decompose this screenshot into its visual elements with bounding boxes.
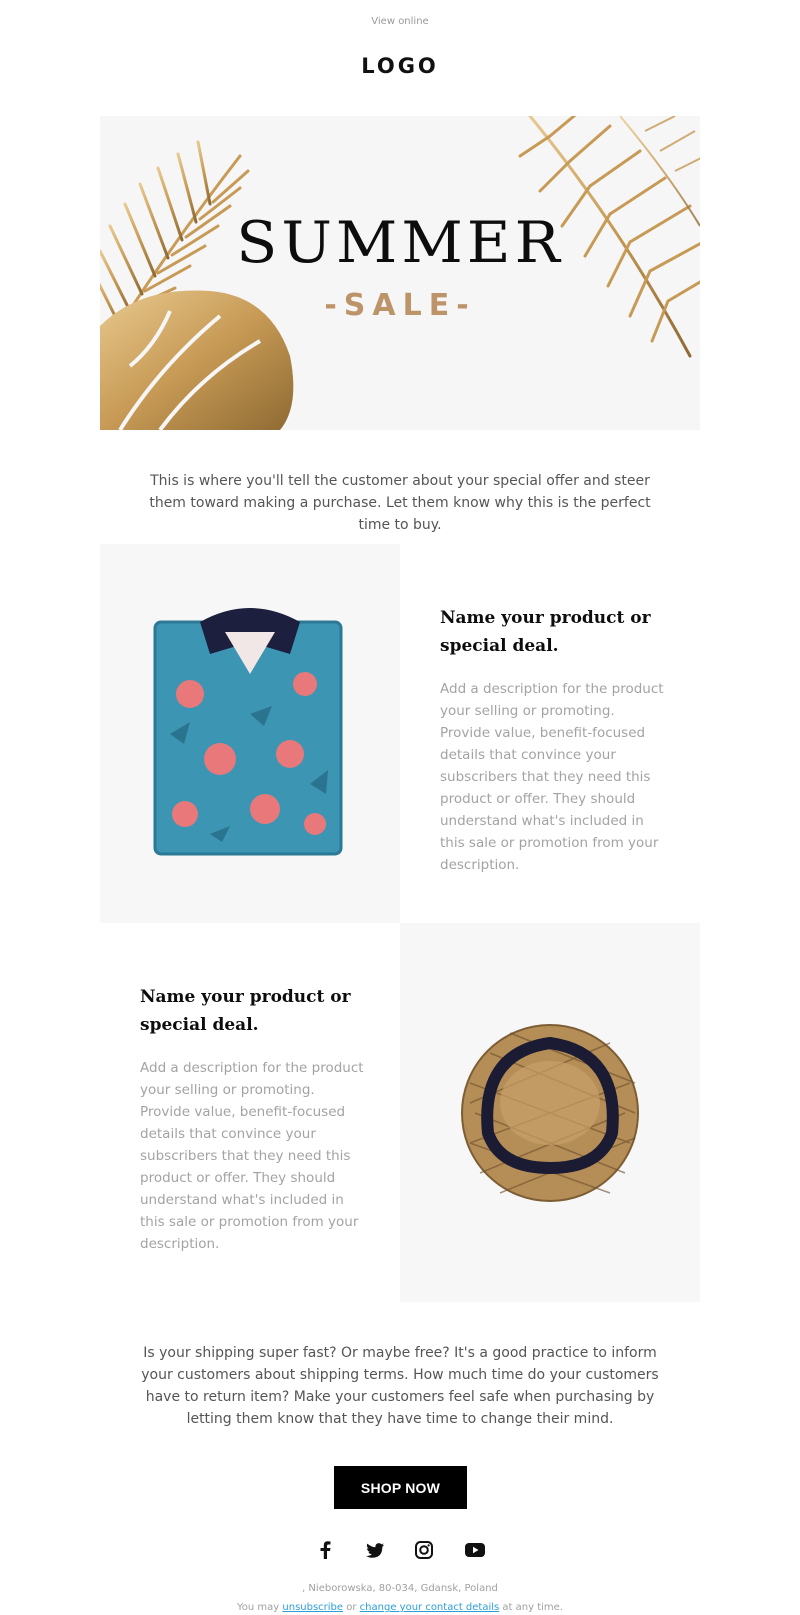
product-row-2 bbox=[100, 923, 700, 1302]
footer-address: , Nieborowska, 80-034, Gdansk, Poland bbox=[302, 1583, 498, 1594]
intro-text: This is where you'll tell the customer about your special offer and steer them toward making a purchase. Let them know why this is the perfect time to buy. bbox=[149, 473, 651, 533]
product-text-cell bbox=[100, 923, 400, 1302]
hero-subtitle: -SALE- bbox=[324, 288, 476, 323]
footer-you-may: You may bbox=[237, 1602, 280, 1613]
product-title: Name your product or special deal. bbox=[440, 608, 651, 656]
change-contact-details-link[interactable]: change your contact details bbox=[359, 1602, 500, 1613]
footer-or: or bbox=[346, 1602, 357, 1613]
hero-banner bbox=[100, 116, 700, 430]
view-online-link-wrap bbox=[0, 16, 800, 27]
footer-unsubscribe-line bbox=[0, 1602, 800, 1613]
view-online-link[interactable]: View online bbox=[371, 16, 429, 27]
product-text-cell bbox=[400, 544, 700, 923]
product-description: Add a description for the product your selling or promoting. Provide value, benefit-focused details that convince your subscribers that they need this product or offer. They should understand what's included in this sale or promotion from your description. bbox=[440, 681, 664, 873]
product-title: Name your product or special deal. bbox=[140, 987, 351, 1035]
shipping-text: Is your shipping super fast? Or maybe free? It's a good practice to inform your customers about shipping terms. How much time do your customers have to return item? Make your customers feel safe when purchasing by letting them know that they have time to change their mind. bbox=[141, 1345, 659, 1427]
social-links bbox=[0, 1538, 800, 1562]
product-row-1 bbox=[100, 544, 700, 923]
product-image-cell bbox=[100, 544, 400, 923]
footer-at-any-time: at any time. bbox=[502, 1602, 563, 1613]
product-image-cell bbox=[400, 923, 700, 1302]
youtube-icon[interactable] bbox=[463, 1538, 487, 1562]
facebook-icon[interactable] bbox=[313, 1538, 337, 1562]
logo: LOGO bbox=[361, 54, 439, 78]
twitter-icon[interactable] bbox=[363, 1538, 387, 1562]
instagram-icon[interactable] bbox=[412, 1538, 436, 1562]
floral-shirt-icon[interactable] bbox=[100, 544, 400, 923]
product-description: Add a description for the product your selling or promoting. Provide value, benefit-focused details that convince your subscribers that they need this product or offer. They should understand what's included in this sale or promotion from your description. bbox=[140, 1060, 364, 1252]
shop-now-button[interactable]: SHOP NOW bbox=[334, 1466, 467, 1509]
hero-title: SUMMER bbox=[236, 209, 564, 277]
straw-hat-icon[interactable] bbox=[400, 923, 700, 1302]
unsubscribe-link[interactable]: unsubscribe bbox=[282, 1602, 344, 1613]
